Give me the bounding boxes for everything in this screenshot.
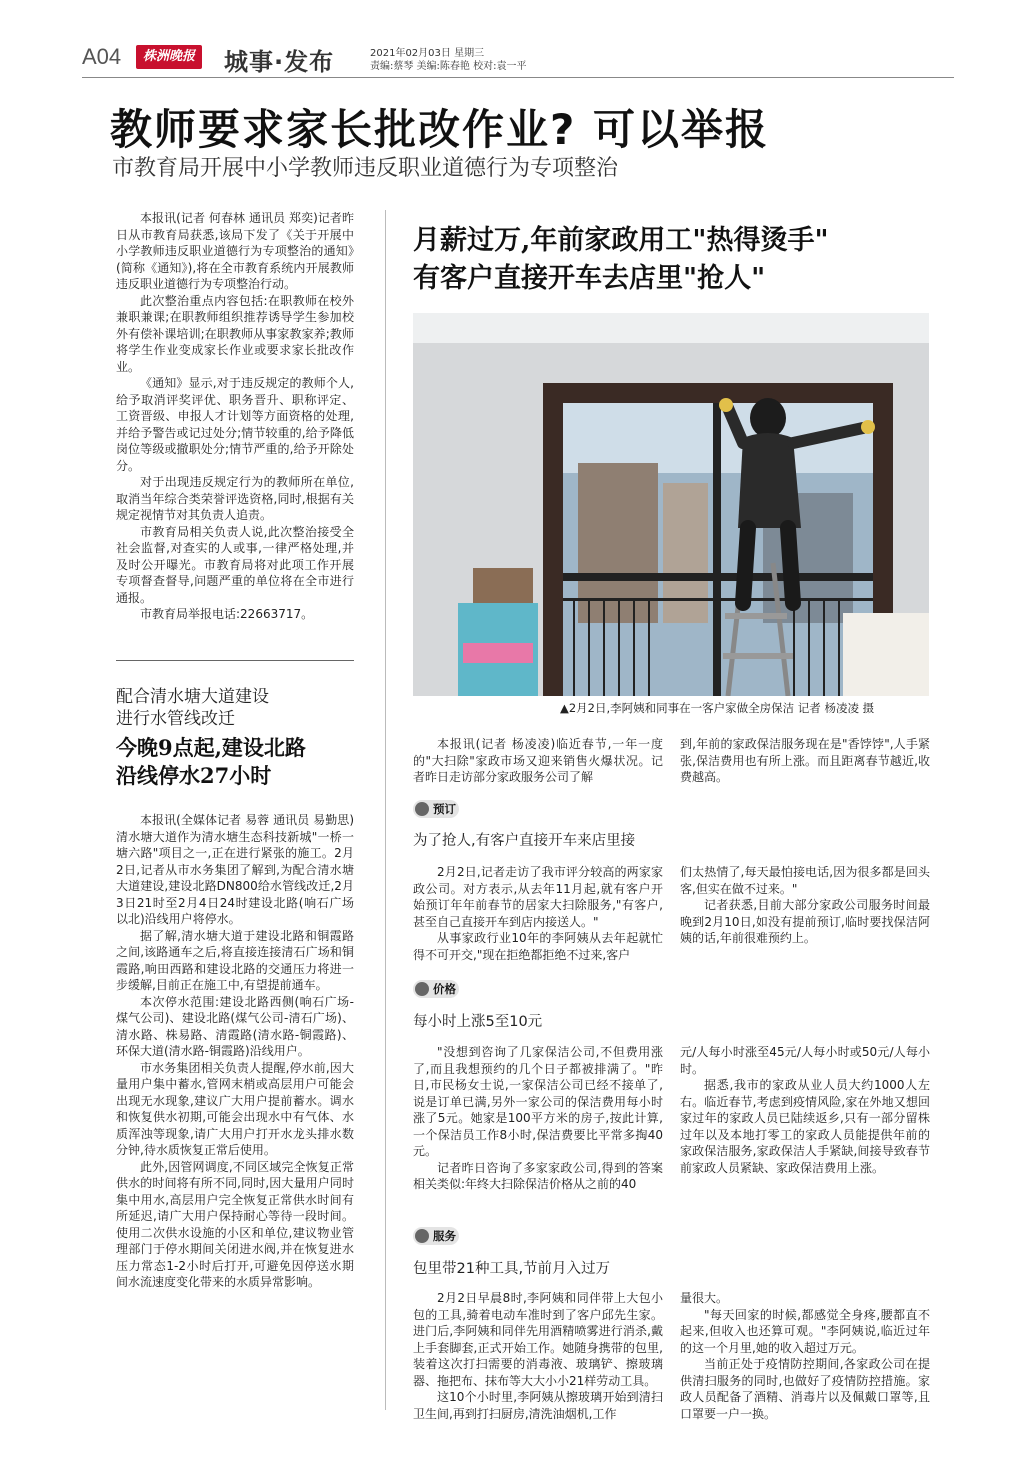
editor-credits: 责编:蔡琴 美编:陈春艳 校对:袁一平	[370, 61, 527, 72]
paragraph: 当前正处于疫情防控期间,各家政公司在提供清扫服务的同时,也做好了疫情防控措施。家政人员配备了酒精、消毒片以及佩戴口罩等,且口罩要一户一换。	[680, 1357, 930, 1421]
headline: 教师要求家长批改作业? 可以举报	[110, 105, 769, 154]
paragraph: 据了解,清水塘大道于建设北路和铜霞路之间,该路通车之后,将直接连接清石广场和铜霞路,响田西路和建设北路的交通压力将进一步缓解,目前正在施工中,有望提前通车。	[116, 928, 354, 992]
headline-line: 月薪过万,年前家政用工"热得烫手"	[413, 225, 829, 256]
paragraph: 此外,因管网调度,不同区域完全恢复正常供水的时间将有所不同,同时,因大量用户同时集中用水,高层用户完全恢复正常供水时间有所延迟,请广大用户保持耐心等待一段时间。使用二次供水设施的小区和单位,建议物业管理部门于停水期间关闭进水阀,并在恢复进水压力常态1-2小时后打开,可避免因停送水期间水流速度变化带来的水质异常影响。	[116, 1159, 354, 1289]
section1-right	[680, 864, 930, 947]
section3-right	[680, 1290, 930, 1422]
story-divider	[116, 660, 354, 661]
story2-body	[116, 812, 354, 1291]
headline-line: 有客户直接开车去店里"抢人"	[413, 263, 766, 294]
bullet-icon	[415, 982, 429, 996]
paragraph: 市教育局举报电话:22663717。	[140, 607, 314, 621]
paragraph: 市水务集团相关负责人提醒,停水前,因大量用户集中蓄水,管网末梢或高层用户可能会出现无水现象,建议广大用户提前蓄水。调水和恢复供水初期,可能会出现水中有气体、水质浑浊等现象,请广大用户打开水龙头排水数分钟,待水质恢复正常后使用。	[116, 1060, 354, 1157]
story3-intro-right	[680, 736, 930, 786]
section1-left	[413, 864, 663, 963]
paragraph: "每天回家的时候,都感觉全身疼,腰都直不起来,但收入也还算可观。"李阿姨说,临近过年的这一个月里,她的收入超过万元。	[680, 1307, 930, 1355]
paragraph: 本报讯(记者 何春林 通讯员 郑奕)记者昨日从市教育局获悉,该局下发了《关于开展中小学教师违反职业道德行为专项整治的通知》(简称《通知》),将在全市教育系统内开展教师违反职业道德行为专项整治行动。	[116, 211, 354, 291]
story3-intro-left	[413, 736, 663, 786]
paragraph: 此次整治重点内容包括:在职教师在校外兼职兼课;在职教师组织推荐诱导学生参加校外有偿补课培训;在职教师从事家教家养;教师将学生作业变成家长作业或要求家长批改作业。	[116, 293, 354, 374]
paragraph: 本报讯(全媒体记者 易蓉 通讯员 易勤思)清水塘大道作为清水塘生态科技新城"一桥一塘六路"项目之一,正在进行紧张的施工。2月2日,记者从市水务集团了解到,为配合清水塘大道建设,建设北路DN800给水管线改迁,2月3日21时至2月4日24时建设北路(响石广场以北)沿线用户将停水。	[116, 813, 354, 926]
section-title: 城事·发布	[224, 48, 335, 76]
paragraph: 据悉,我市的家政从业人员大约1000人左右。临近春节,考虑到疫情风险,家在外地又想回家过年的家政人员已陆续返乡,只有一部分留株过年以及本地打零工的家政人员能提供年前的家政保洁服务,家政保洁人手紧缺,间接导致春节前家政人员紧缺、家政保洁费用上涨。	[680, 1078, 930, 1175]
paragraph: 记者昨日咨询了多家家政公司,得到的答案相关类似:年终大扫除保洁价格从之前的40	[413, 1160, 663, 1191]
column-rule	[385, 210, 386, 1410]
kicker-line: 进行水管线改迁	[116, 709, 235, 729]
paragraph: 本次停水范围:建设北路西侧(响石广场-煤气公司)、建设北路(煤气公司-清石广场)、清水路、株易路、清霞路(清水路-铜霞路)、环保大道(清水路-铜霞路)沿线用户。	[116, 994, 354, 1058]
section2-right	[680, 1044, 930, 1176]
bullet-icon	[415, 1229, 429, 1243]
section-subhead: 为了抢人,有客户直接开车来店里接	[413, 833, 636, 849]
header-rule	[82, 77, 954, 78]
paragraph: 元/人每小时涨至45元/人每小时或50元/人每小时。	[680, 1045, 930, 1076]
paragraph: 《通知》显示,对于违反规定的教师个人,给予取消评奖评优、职务晋升、职称评定、工资晋级、申报人才计划等方面资格的处理,并给予警告或记过处分;情节较重的,给予降低岗位等级或撤职处分;情节严重的,给予开除处分。	[116, 376, 354, 473]
paragraph: 市教育局相关负责人说,此次整治接受全社会监督,对查实的人或事,一律严格处理,并及时公开曝光。市教育局将对此项工作开展专项督查督导,问题严重的单位将在全市进行通报。	[116, 524, 354, 605]
newspaper-logo: 株洲晚报	[136, 45, 202, 69]
bullet-icon	[415, 802, 429, 816]
story2-kicker	[116, 686, 269, 730]
paragraph: 从事家政行业10年的李阿姨从去年起就忙得不可开交,"现在拒绝都拒绝不过来,客户	[413, 931, 663, 962]
paragraph: 记者获悉,目前大部分家政公司服务时间最晚到2月10日,如没有提前预订,临时要找保洁阿姨的话,年前很难预约上。	[680, 898, 930, 945]
issue-meta	[370, 47, 526, 73]
paragraph: 对于出现违反规定行为的教师所在单位,取消当年综合类荣誉评选资格,同时,根据有关规定视情节对其负责人追责。	[116, 475, 354, 522]
paragraph: 们太热情了,每天最怕接电话,因为很多都是回头客,但实在做不过来。"	[680, 865, 930, 896]
section-subhead: 每小时上涨5至10元	[413, 1014, 543, 1030]
news-photo	[413, 313, 929, 696]
paragraph: 2月2日,记者走访了我市评分较高的两家家政公司。对方表示,从去年11月起,就有客户开始预订年年前春节的居家大扫除服务,"有客户,甚至自己直接开车到店内接送人。"	[413, 865, 663, 929]
section-subhead: 包里带21种工具,节前月入过万	[413, 1261, 611, 1277]
paragraph: 本报讯(记者 杨凌凌)临近春节,一年一度的"大扫除"家政市场又迎来销售火爆状况。记者昨日走访部分家政服务公司了解	[413, 737, 663, 784]
section-tag-price: 价格	[413, 980, 459, 998]
section2-left	[413, 1044, 663, 1193]
subheadline: 市教育局开展中小学教师违反职业道德行为专项整治	[112, 156, 619, 181]
story3-headline	[413, 222, 829, 298]
photo-caption: ▲2月2日,李阿姨和同事在一客户家做全房保洁 记者 杨凌凌 摄	[560, 701, 875, 715]
section-tag-booking: 预订	[413, 800, 459, 818]
page-number: A04	[82, 44, 122, 69]
issue-date: 2021年02月03日 星期三	[370, 48, 485, 59]
section-tag-service: 服务	[413, 1227, 459, 1245]
paragraph: 这10个小时里,李阿姨从擦玻璃开始到清扫卫生间,再到打扫厨房,清洗油烟机,工作	[413, 1390, 663, 1421]
paragraph: 2月2日早晨8时,李阿姨和同伴带上大包小包的工具,骑着电动车准时到了客户邱先生家。进门后,李阿姨和同伴先用酒精喷雾进行消杀,戴上手套脚套,正式开始工作。她随身携带的包里,装着这次打扫需要的消毒液、玻璃铲、擦玻璃器、拖把布、抹布等大大小小21样劳动工具。	[413, 1291, 663, 1388]
kicker-line: 配合清水塘大道建设	[116, 687, 269, 707]
story2-headline	[116, 734, 306, 790]
headline-line: 今晚9点起,建设北路	[116, 735, 306, 760]
paragraph: 量很大。	[680, 1291, 729, 1305]
window-cleaning-illustration	[413, 313, 929, 696]
story1-body	[116, 210, 354, 623]
headline-line: 沿线停水27小时	[116, 763, 272, 788]
paragraph: "没想到咨询了几家保洁公司,不但费用涨了,而且我想预约的几个日子都被排满了。"昨日,市民杨女士说,一家保洁公司已经不接单了,说是订单已满,另外一家公司的保洁费用每小时涨了5元。她家是100平方米的房子,按此计算,一个保洁员工作8小时,保洁费要比平常多掏40元。	[413, 1045, 663, 1158]
paragraph: 到,年前的家政保洁服务现在是"香饽饽",人手紧张,保洁费用也有所上涨。而且距离春节越近,收费越高。	[680, 737, 930, 784]
section3-left	[413, 1290, 663, 1422]
